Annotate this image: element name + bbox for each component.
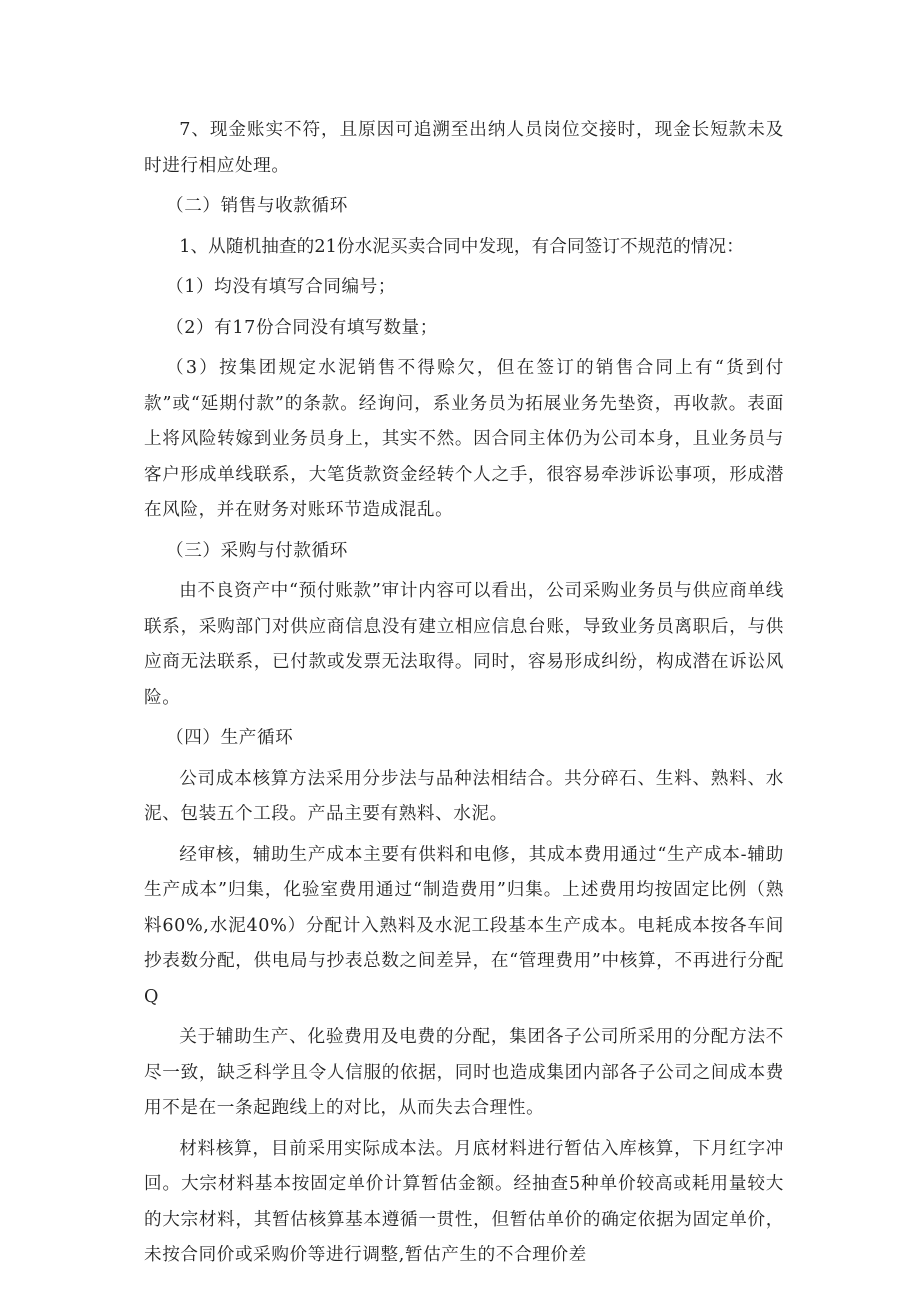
paragraph-cash-discrepancy: 7、现金账实不符，且原因可追溯至出纳人员岗位交接时，现金长短款未及时进行相应处理。 <box>144 120 784 176</box>
paragraph-contract-sampling: 1、从随机抽查的21份水泥买卖合同中发现，有合同签订不规范的情况： <box>179 236 744 257</box>
heading-sales-collection-cycle: （二）销售与收款循环 <box>166 196 348 216</box>
paragraph-material-accounting: 材料核算，目前采用实际成本法。月底材料进行暂估入库核算，下月红字冲回。大宗材料基本按固定单价计算暂估金额。经抽查5种单价较高或耗用量较大的大宗材料，其暂估核算基本遵循一贯性，但暂估单价的确定依据为固定单价，未按合同价或采购价等进行调整,暂估产生的不合理价差 <box>144 1138 784 1265</box>
heading-purchase-payment-cycle: （三）采购与付款循环 <box>166 540 348 561</box>
document-body <box>144 113 784 1279</box>
list-item-credit-terms: （3）按集团规定水泥销售不得赊欠，但在签订的销售合同上有“货到付款”或“延期付款”的条款。经询问，系业务员为拓展业务先垫资，再收款。表面上将风险转嫁到业务员身上，其实不然。因合同主体仍为公司本身，且业务员与客户形成单线联系，大笔货款资金经转个人之手，很容易牵涉诉讼事项，形成潜在风险，并在财务对账环节造成混乱。 <box>144 358 784 520</box>
heading-production-cycle: （四）生产循环 <box>166 728 294 748</box>
paragraph-allocation-methods: 关于辅助生产、化验费用及电费的分配，集团各子公司所采用的分配方法不尽一致，缺乏科学且令人信服的依据，同时也造成集团内部各子公司之间成本费用不是在一条起跑线上的对比，从而失去合理性。 <box>144 1027 784 1118</box>
paragraph-cost-method: 公司成本核算方法采用分步法与品种法相结合。共分碎石、生料、熟料、水泥、包装五个工段。产品主要有熟料、水泥。 <box>144 768 784 824</box>
list-item-no-contract-number: （1）均没有填写合同编号； <box>166 277 397 297</box>
paragraph-auxiliary-cost: 经审核，辅助生产成本主要有供料和电修，其成本费用通过“生产成本-辅助生产成本”归集，化验室费用通过“制造费用”归集。上述费用均按固定比例（熟料60%,水泥40%）分配计入熟料及水泥工段基本生产成本。电耗成本按各车间抄表数分配，供电局与抄表总数之间差异，在“管理费用”中核算，不再进行分配Q <box>144 844 784 1007</box>
list-item-no-quantity: （2）有17份合同没有填写数量； <box>166 317 438 338</box>
paragraph-supplier-contact: 由不良资产中“预付账款”审计内容可以看出，公司采购业务员与供应商单线联系，采购部门对供应商信息没有建立相应信息台账，导致业务员离职后，与供应商无法联系，已付款或发票无法取得。同时，容易形成纠纷，构成潜在诉讼风险。 <box>144 581 784 708</box>
